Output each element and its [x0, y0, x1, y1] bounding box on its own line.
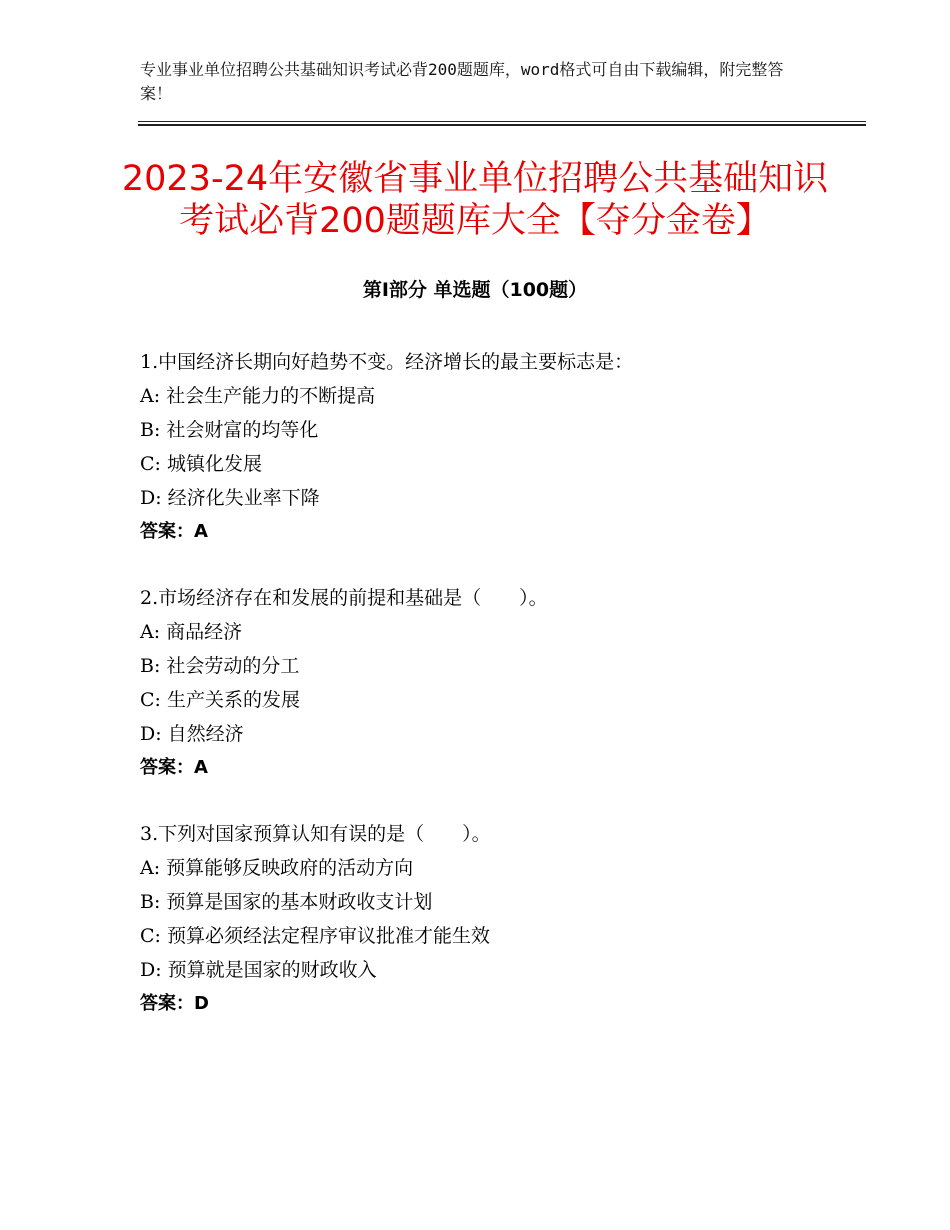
answer: 答案：A: [140, 757, 208, 778]
document-title: 2023-24年安徽省事业单位招聘公共基础知识考试必背200题题库大全【夺分金卷】: [121, 159, 829, 241]
option-a: A: 商品经济: [140, 621, 243, 643]
option-d: D: 经济化失业率下降: [140, 487, 320, 509]
answer: 答案：A: [140, 521, 208, 542]
question-1: [140, 345, 840, 549]
question-stem: 3.下列对国家预算认知有误的是（ ）。: [140, 823, 491, 845]
question-stem: 1.中国经济长期向好趋势不变。经济增长的最主要标志是：: [140, 351, 634, 373]
option-c: C: 生产关系的发展: [140, 689, 300, 711]
question-2: [140, 581, 840, 785]
option-b: B: 社会财富的均等化: [140, 419, 319, 441]
option-a: A: 预算能够反映政府的活动方向: [140, 857, 414, 879]
option-d: D: 自然经济: [140, 723, 244, 745]
option-b: B: 社会劳动的分工: [140, 655, 300, 677]
answer: 答案：D: [140, 993, 209, 1014]
option-d: D: 预算就是国家的财政收入: [140, 959, 377, 981]
header-rule-thin: [138, 121, 866, 122]
question-list: [140, 345, 840, 1053]
question-stem: 2.市场经济存在和发展的前提和基础是（ ）。: [140, 587, 548, 609]
header-rule-thick: [138, 124, 866, 126]
section-title: 第Ⅰ部分 单选题（100题）: [362, 279, 588, 301]
option-a: A: 社会生产能力的不断提高: [140, 385, 376, 407]
header-note: 专业事业单位招聘公共基础知识考试必背200题题库，word格式可自由下载编辑，附完整答案！: [140, 60, 784, 103]
option-c: C: 城镇化发展: [140, 453, 262, 475]
option-c: C: 预算必须经法定程序审议批准才能生效: [140, 925, 490, 947]
question-3: [140, 817, 840, 1021]
option-b: B: 预算是国家的基本财政收支计划: [140, 891, 433, 913]
